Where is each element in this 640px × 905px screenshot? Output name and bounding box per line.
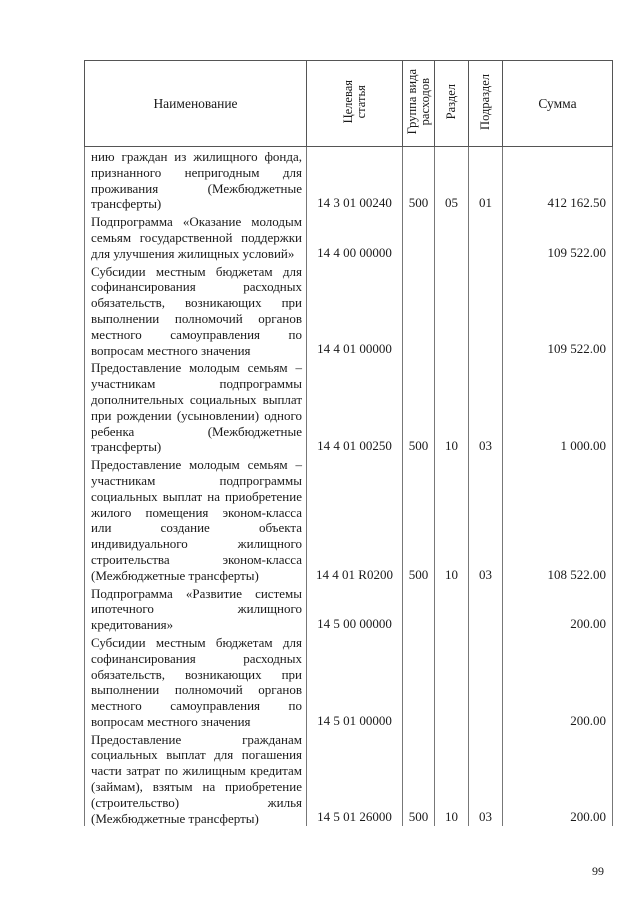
row-target-article: 14 4 01 00000 [307,262,403,359]
row-subsection: 01 [469,147,503,213]
row-expense-group: 500 [403,147,435,213]
row-name: нию граждан из жилищного фонда, признанного непригодным для проживания (Межбюджетные трансферты) [85,147,307,213]
row-name: Субсидии местным бюджетам для софинансирования расходных обязательств, возникающих при выполнении полномочий органов местного самоуправления по вопросам местного значения [85,633,307,730]
row-name: Предоставление молодым семьям – участникам подпрограммы социальных выплат на приобретение жилого помещения эконом-класса или создание объекта индивидуального жилищного строительства эконом-класса (Межбюджетные трансферты) [85,455,307,583]
header-target-article: Целевая статья [307,61,403,147]
row-expense-group: 500 [403,358,435,455]
row-sum: 109 522.00 [503,262,613,359]
budget-table [84,60,613,826]
row-section [435,584,469,633]
row-expense-group [403,633,435,730]
row-section: 10 [435,455,469,583]
row-subsection [469,633,503,730]
header-subsection: Подраздел [469,61,503,147]
table-row [85,730,613,827]
row-sum: 200.00 [503,633,613,730]
row-sum: 1 000.00 [503,358,613,455]
row-name: Подпрограмма «Развитие системы ипотечного жилищного кредитования» [85,584,307,633]
row-name: Субсидии местным бюджетам для софинансирования расходных обязательств, возникающих при выполнении полномочий органов местного самоуправления по вопросам местного значения [85,262,307,359]
row-section [435,262,469,359]
row-expense-group: 500 [403,455,435,583]
row-section: 05 [435,147,469,213]
table-row [85,147,613,213]
row-subsection: 03 [469,455,503,583]
table-row [85,584,613,633]
row-subsection: 03 [469,730,503,827]
page-number: 99 [592,864,604,878]
row-name: Предоставление молодым семьям – участникам подпрограммы дополнительных социальных выплат при рождении (усыновлении) одного ребенка (Межбюджетные трансферты) [85,358,307,455]
row-target-article: 14 5 00 00000 [307,584,403,633]
row-name: Предоставление гражданам социальных выплат для погашения части затрат по жилищным кредитам (займам), взятым на приобретение (строительство) жилья (Межбюджетные трансферты) [85,730,307,827]
row-expense-group: 500 [403,730,435,827]
row-target-article: 14 5 01 26000 [307,730,403,827]
row-section: 10 [435,730,469,827]
row-expense-group [403,584,435,633]
table-header-row [85,61,613,147]
row-expense-group [403,212,435,261]
table-row [85,455,613,583]
row-target-article: 14 3 01 00240 [307,147,403,213]
row-target-article: 14 4 01 00250 [307,358,403,455]
header-section: Раздел [435,61,469,147]
row-subsection [469,584,503,633]
budget-table-container [84,60,612,826]
header-sum: Сумма [503,61,613,147]
row-section: 10 [435,358,469,455]
table-row [85,633,613,730]
table-row [85,358,613,455]
row-target-article: 14 4 01 R0200 [307,455,403,583]
row-target-article: 14 4 00 00000 [307,212,403,261]
table-row [85,212,613,261]
row-name: Подпрограмма «Оказание молодым семьям государственной поддержки для улучшения жилищных условий» [85,212,307,261]
table-row [85,262,613,359]
row-sum: 200.00 [503,584,613,633]
row-expense-group [403,262,435,359]
row-subsection [469,262,503,359]
row-section [435,212,469,261]
header-name: Наименование [85,61,307,147]
row-subsection: 03 [469,358,503,455]
row-sum: 108 522.00 [503,455,613,583]
row-sum: 412 162.50 [503,147,613,213]
row-subsection [469,212,503,261]
row-section [435,633,469,730]
row-sum: 200.00 [503,730,613,827]
row-sum: 109 522.00 [503,212,613,261]
header-expense-group: Группа вида расходов [403,61,435,147]
row-target-article: 14 5 01 00000 [307,633,403,730]
